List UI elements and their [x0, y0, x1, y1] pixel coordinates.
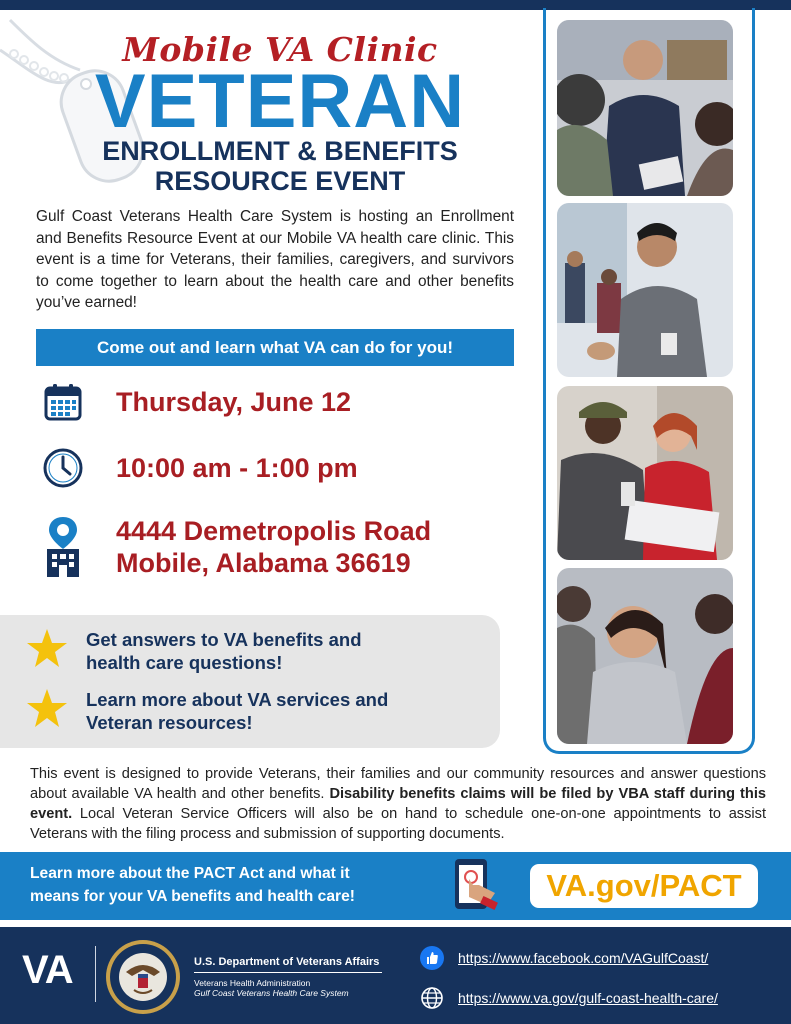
address-line2: Mobile, Alabama 36619: [116, 548, 411, 578]
details-bold-note: Disability benefits claims will be filed by VBA staff during this event.: [30, 786, 766, 822]
cta-banner: Come out and learn what VA can do for you!: [36, 329, 514, 366]
facebook-link[interactable]: https://www.facebook.com/VAGulfCoast/: [458, 950, 709, 966]
intro-paragraph: Gulf Coast Veterans Health Care System is hosting an Enrollment and Benefits Resource Event at our Mobile VA health care clinic. This event is a time for Veterans, their families, caregivers, and survivors to come together to learn about the health care and other benefits you’ve earned!: [36, 208, 514, 311]
header-subtitle-line1: ENROLLMENT & BENEFITS: [102, 136, 458, 166]
header-title: VETERAN: [94, 59, 466, 144]
event-address: [116, 515, 431, 579]
event-details-paragraph: This event is designed to provide Veterans, their families and our community resources and answer questions about available VA health and other benefits. Disability benefits claims will be filed by VBA staff during this event. Local Veteran Service Officers will also be on hand to schedule one-on-one appointments to assist Veterans with the filing process and submission of supporting documents.: [30, 766, 766, 842]
highlight-item: [26, 688, 446, 734]
clock-icon: [40, 445, 86, 491]
event-date-row: [40, 379, 351, 425]
photo-smiling-attendee: [557, 568, 733, 744]
event-time-row: [40, 445, 358, 491]
header-kicker: Mobile VA Clinic: [122, 30, 438, 69]
globe-icon: [420, 986, 444, 1010]
health-system-name: Gulf Coast Veterans Health Care System: [194, 988, 349, 998]
highlight-text: Learn more about VA services and Veteran resources!: [86, 689, 389, 733]
administration-name: Veterans Health Administration: [194, 978, 311, 988]
photo-staff-reviewing-documents: [557, 386, 733, 560]
website-link-row[interactable]: [420, 986, 718, 1010]
photo-veteran-handshake: [557, 203, 733, 377]
header-subtitle-line2: RESOURCE EVENT: [154, 166, 406, 196]
event-address-row: [40, 514, 431, 580]
event-time: 10:00 am - 1:00 pm: [116, 453, 358, 483]
pact-text: Learn more about the PACT Act and what it means for your VA benefits and health care!: [30, 865, 355, 905]
website-link[interactable]: https://www.va.gov/gulf-coast-health-care/: [458, 990, 718, 1006]
footer-divider: [95, 946, 96, 1002]
location-building-icon: [40, 514, 86, 580]
photo-staff-helping-veterans: [557, 20, 733, 196]
pact-url-button[interactable]: VA.gov/PACT: [530, 864, 758, 908]
highlight-item: [26, 628, 446, 674]
highlight-text: Get answers to VA benefits and health care questions!: [86, 629, 362, 673]
address-line1: 4444 Demetropolis Road: [116, 516, 432, 546]
department-rule: [194, 972, 382, 973]
calendar-icon: [40, 379, 86, 425]
tablet-touch-icon: [451, 857, 507, 913]
department-name: U.S. Department of Veterans Affairs: [194, 956, 380, 968]
va-logo: VA: [22, 948, 73, 992]
star-icon: [26, 628, 68, 668]
thumbs-up-icon: [420, 946, 444, 970]
star-icon: [26, 688, 68, 728]
facebook-link-row[interactable]: [420, 946, 708, 970]
va-seal-icon: [104, 938, 182, 1016]
event-date: Thursday, June 12: [116, 387, 352, 417]
